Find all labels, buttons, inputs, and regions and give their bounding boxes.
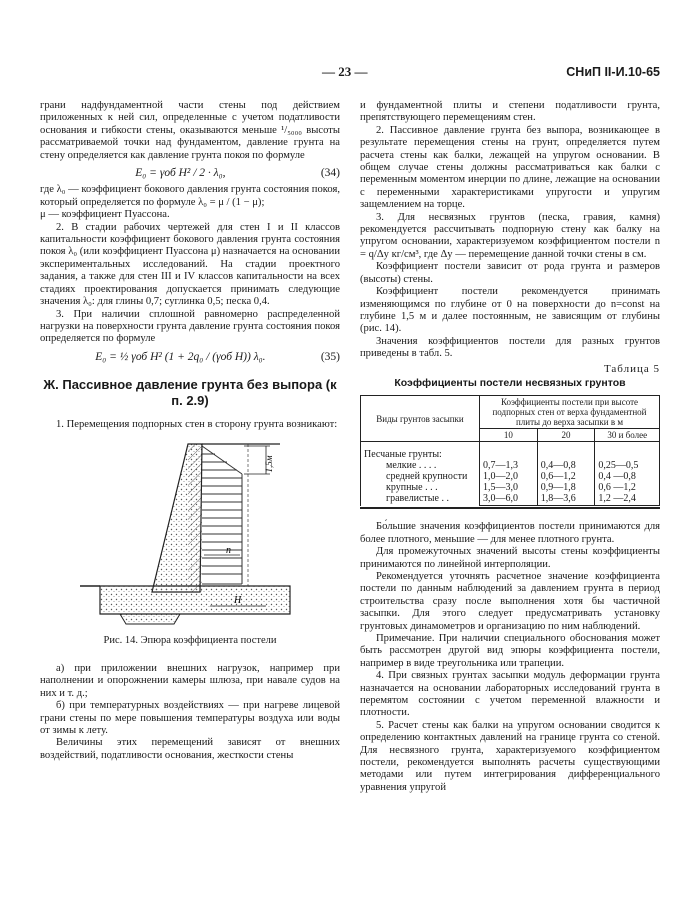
dimension-label: 1,5м xyxy=(264,455,274,473)
note-paragraph: Примечание. При наличии специального обоснования может быть рассмотрен другой вид эпюры коэффициента постели, например в виде треугольника или трапеции. xyxy=(360,633,660,669)
table-header-30: 30 и более xyxy=(595,429,660,442)
paragraph: Коэффициент постели рекомендуется принимать изменяющимся по глубине от 0 на поверхности до n=const на глубине 1,5 м и далее постоянным, не зависящим от глубины (рис. 14). xyxy=(360,286,660,335)
paragraph: 4. При связных грунтах засыпки модуль деформации грунта назначается на основании лабораторных исследований грунта в перемятом состоянии с учетом переменной влажности и плотности. xyxy=(360,670,660,719)
figure-caption: Рис. 14. Эпюра коэффициента постели xyxy=(103,634,277,646)
paragraph: 2. Пассивное давление грунта без выпора, возникающее в результате перемещения стены на грунт, определяется путем расчета стены как балки, лежащей на упругом основании. В общем случае стены должны рассматриваться как балки с переменным моментом инерции по длине, лежащие на основании с переменными характеристиками упругости и упругим защемлением на торце. xyxy=(360,124,660,211)
standard-code: СНиП II-И.10-65 xyxy=(566,65,660,79)
table-cell: 0,9—1,8 xyxy=(540,482,576,494)
table-title: Коэффициенты постели несвязных грунтов xyxy=(394,376,626,389)
table-cell: 0,4 —0,8 xyxy=(598,471,636,483)
paragraph: б) при температурных воздействиях — при нагреве лицевой грани стены по мере повышения температуры воздуха или воды от зимы к лету. xyxy=(40,700,340,736)
pressure-label: n xyxy=(226,544,231,556)
paragraph: μ — коэффициент Пуассона. xyxy=(40,209,170,221)
height-label: H xyxy=(234,594,242,606)
foundation-slab xyxy=(100,586,290,614)
table-row xyxy=(361,442,660,506)
table-cell: 0,6 —1,2 xyxy=(598,482,636,494)
formula-body: E₀ = γоб H² / 2 · λ₀, xyxy=(135,167,226,180)
formula-34 xyxy=(40,167,340,179)
paragraph: Бо́льшие значения коэффициентов постели принимаются для более плотного, меньшие — для менее плотного грунта. xyxy=(360,521,660,545)
table-bottom-rule xyxy=(360,507,660,509)
table-cell: крупные . . . xyxy=(386,482,438,494)
paragraph: и фундаментной плиты и степени податливости грунта, препятствующего перемещениям стен. xyxy=(360,100,660,124)
retaining-wall-diagram xyxy=(40,438,340,633)
table-group-label: Песчаные грунты: xyxy=(364,449,442,461)
paragraph: 3. Для несвязных грунтов (песка, гравия, камня) рекомендуется рассчитывать подпорную стену как балку на упругом основании, характеризуемом коэффициентом постели n = q/Δy кг/см³, где Δy — перемещение данной точки стены в см. xyxy=(360,211,660,260)
table-header-group: Коэффициенты постели при высоте подпорных стен от верха фундаментной плиты до верха засыпки в м xyxy=(480,396,660,429)
paragraph: 5. Расчет стены как балки на упругом основании сводится к определению контактных давлений на границе грунта со стеной. Для несвязного грунта, характеризуемого коэффициентом постели, рекомендуется выполнять расчеты существующими методами или путем интегрирования дифференциального уравнения упругой xyxy=(360,719,660,793)
table-cell: 3,0—6,0 xyxy=(483,493,518,505)
wall-stem xyxy=(152,444,202,592)
formula-number: (34) xyxy=(320,167,340,180)
paragraph: где λ₀ — коэффициент бокового давления грунта состояния покоя, который определяется по формуле λ₀ = μ / (1 − μ); xyxy=(40,184,340,208)
paragraph: Значения коэффициентов постели для разных грунтов приведены в табл. 5. xyxy=(360,335,660,360)
paragraph: 1. Перемещения подпорных стен в сторону грунта возникают: xyxy=(56,419,338,431)
paragraph: грани надфундаментной части стены под действием приложенных к ней сил, определенные с учетом податливости основания и гибкости стены, оказываются меньше ¹/₅₀₀₀ высоты рассматриваемой точки над фундаментом, давление грунта на стену определяется как давление грунта покоя по формуле xyxy=(40,100,340,161)
formula-35 xyxy=(40,351,340,363)
formula-body: E₀ = ½ γоб H² (1 + 2q₀ / (γоб H)) λ₀. xyxy=(95,350,266,363)
formula-number: (35) xyxy=(320,350,340,363)
left-column xyxy=(40,100,340,762)
table-header-20: 20 xyxy=(537,429,595,442)
table-cell: мелкие . . . . xyxy=(386,460,437,472)
paragraph: а) при приложении внешних нагрузок, например при наполнении и опорожнении камеры шлюза, при навале судов на них и т. д.; xyxy=(40,662,340,699)
right-column xyxy=(360,100,660,794)
table-cell: 0,4—0,8 xyxy=(540,460,576,472)
paragraph: Рекомендуется уточнять расчетное значение коэффициента постели по данным наблюдений за давлением грунта в период строительства сразу после выполнения хотя бы частичной засыпки. Для этого следует предусматривать установку грунтовых динамометров и организацию по ним наблюдений. xyxy=(360,570,660,632)
section-title: Ж. Пассивное давление грунта без выпора (к п. 2.9) xyxy=(43,377,337,409)
table-cell: 1,8—3,6 xyxy=(540,493,576,505)
pressure-diagram xyxy=(202,446,242,584)
table-cell: 1,5—3,0 xyxy=(483,482,518,494)
table-header-soil: Виды грунтов засыпки xyxy=(361,396,480,442)
paragraph: Величины этих перемещений зависят от внешних воздействий, податливости основания, жесткости стены xyxy=(40,737,340,761)
table-cell: 0,6—1,2 xyxy=(540,471,576,483)
figure-14 xyxy=(40,438,340,633)
table-cell: 0,25—0,5 xyxy=(598,460,639,472)
table-cell: средней крупности xyxy=(386,471,468,483)
paragraph: Для промежуточных значений высоты стены коэффициенты принимаются по линейной интерполяции. xyxy=(360,546,660,570)
table-cell: 0,7—1,3 xyxy=(483,460,518,472)
table-cell: 1,0—2,0 xyxy=(483,471,518,483)
foundation-key xyxy=(120,614,180,624)
table-cell: 1,2 —2,4 xyxy=(598,493,636,505)
page-number: — 23 — xyxy=(322,64,368,79)
table-header-10: 10 xyxy=(480,429,538,442)
page-header xyxy=(40,66,660,84)
paragraph: 2. В стадии рабочих чертежей для стен I и II классов капитальности коэффициент бокового давления грунта состояния покоя λ₀ (или коэффициент Пуассона μ) назначается на основании экспериментальных исследований. На стадии проектного задания, а также для стен III и IV классов капитальности на всех стадиях проектирования допускается принимать следующие значения λ₀: для глины 0,7; суглинка 0,5; песка 0,4. xyxy=(40,221,340,308)
table-label: Таблица 5 xyxy=(603,362,660,375)
bedding-coefficient-table xyxy=(360,395,660,506)
paragraph: Коэффициент постели зависит от рода грунта и размеров (высоты) стены. xyxy=(360,261,660,285)
paragraph: 3. При наличии сплошной равномерно распределенной нагрузки на поверхности грунта давление грунта состояния покоя определяется по формуле xyxy=(40,308,340,345)
table-cell: гравелистые . . xyxy=(386,493,449,505)
